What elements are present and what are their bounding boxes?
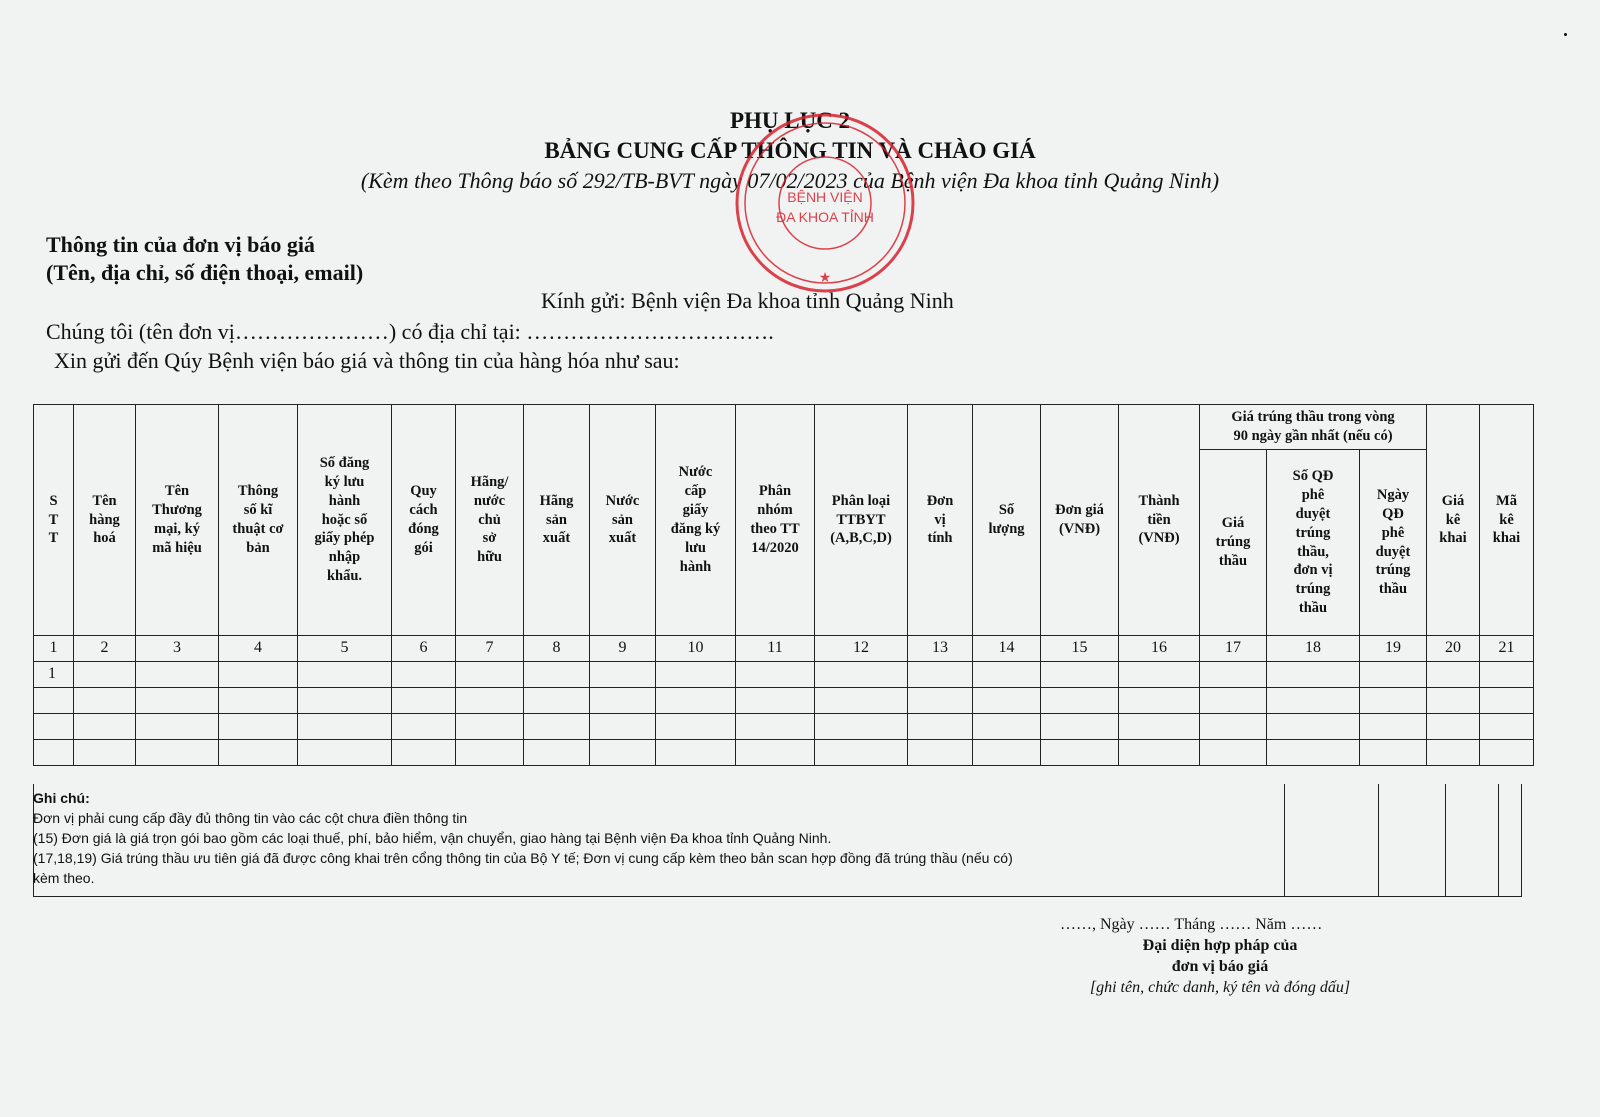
column-header: Giá trúng thầu [1200, 450, 1267, 636]
group-header-recent-winning-price: Giá trúng thầu trong vòng 90 ngày gần nhất (nếu có) [1200, 405, 1427, 450]
table-cell[interactable] [973, 662, 1041, 688]
table-cell[interactable] [136, 740, 219, 766]
table-cell[interactable] [219, 662, 298, 688]
table-cell[interactable] [590, 688, 656, 714]
signature-instruction: [ghi tên, chức danh, ký tên và đóng dấu] [1089, 979, 1351, 996]
table-row [34, 714, 1534, 740]
table-cell[interactable] [1200, 740, 1267, 766]
table-cell[interactable] [908, 688, 973, 714]
table-cell[interactable] [1041, 662, 1119, 688]
notes-divider [1445, 784, 1446, 897]
notes-section [33, 788, 1283, 888]
table-row [34, 662, 1534, 688]
column-number: 4 [219, 636, 298, 662]
table-cell[interactable] [136, 662, 219, 688]
table-cell[interactable] [656, 740, 736, 766]
column-number-row [34, 636, 1534, 662]
table-cell[interactable] [1267, 688, 1360, 714]
notes-divider [1284, 784, 1285, 897]
table-cell[interactable] [74, 714, 136, 740]
note-line: (15) Đơn giá là giá trọn gói bao gồm các loại thuế, phí, bảo hiểm, vận chuyển, giao hàng tại Bệnh viện Đa khoa tỉnh Quảng Ninh. [33, 830, 832, 846]
intro-line-request: Xin gửi đến Qúy Bệnh viện báo giá và thông tin của hàng hóa như sau: [54, 348, 680, 373]
salutation: Kính gửi: Bệnh viện Đa khoa tỉnh Quảng Ninh [541, 288, 954, 313]
column-number: 5 [298, 636, 392, 662]
column-header: Tên Thương mại, ký mã hiệu [136, 405, 219, 636]
column-header: Số đăng ký lưu hành hoặc số giấy phép nhập khẩu. [298, 405, 392, 636]
table-cell[interactable] [1480, 740, 1534, 766]
column-number: 21 [1480, 636, 1534, 662]
document-title: BẢNG CUNG CẤP THÔNG TIN VÀ CHÀO GIÁ [544, 138, 1036, 163]
table-cell[interactable] [815, 662, 908, 688]
column-header: Nước cấp giấy đăng ký lưu hành [656, 405, 736, 636]
column-header: S T T [34, 405, 74, 636]
table-cell[interactable] [456, 714, 524, 740]
column-header: Phân loại TTBYT (A,B,C,D) [815, 405, 908, 636]
column-header: Đơn vị tính [908, 405, 973, 636]
table-cell[interactable] [1427, 714, 1480, 740]
table-cell[interactable] [973, 714, 1041, 740]
table-cell[interactable] [456, 688, 524, 714]
table-cell[interactable] [74, 662, 136, 688]
column-number: 13 [908, 636, 973, 662]
column-number: 18 [1267, 636, 1360, 662]
table-cell[interactable] [736, 662, 815, 688]
column-number: 20 [1427, 636, 1480, 662]
table-cell[interactable] [590, 662, 656, 688]
table-cell[interactable] [1427, 662, 1480, 688]
column-number: 19 [1360, 636, 1427, 662]
row-stt-cell[interactable] [34, 714, 74, 740]
table-cell[interactable] [590, 714, 656, 740]
notes-divider [1498, 784, 1499, 897]
table-cell[interactable] [1360, 714, 1427, 740]
row-stt-cell[interactable] [34, 688, 74, 714]
column-number: 1 [34, 636, 74, 662]
table-cell[interactable] [456, 662, 524, 688]
column-number: 15 [1041, 636, 1119, 662]
stamp-line2: ĐA KHOA TỈNH [776, 209, 874, 225]
table-cell[interactable] [736, 714, 815, 740]
table-cell[interactable] [815, 688, 908, 714]
table-cell[interactable] [973, 740, 1041, 766]
table-cell[interactable] [392, 662, 456, 688]
column-header: Thông số kĩ thuật cơ bản [219, 405, 298, 636]
stamp-star-icon: ★ [818, 271, 832, 286]
table-cell[interactable] [392, 714, 456, 740]
column-number: 7 [456, 636, 524, 662]
appendix-title: PHỤ LỤC 2 [729, 108, 851, 133]
column-header: Quy cách đóng gói [392, 405, 456, 636]
table-cell[interactable] [1480, 662, 1534, 688]
signature-representative: Đại diện hợp pháp của [1142, 937, 1298, 954]
table-cell[interactable] [815, 714, 908, 740]
table-cell[interactable] [74, 688, 136, 714]
notes-divider [1378, 784, 1379, 897]
table-cell[interactable] [1267, 662, 1360, 688]
table-cell[interactable] [524, 688, 590, 714]
table-cell[interactable] [1267, 714, 1360, 740]
table-cell[interactable] [1360, 740, 1427, 766]
column-header: Mã kê khai [1480, 405, 1534, 636]
table-cell[interactable] [136, 688, 219, 714]
table-cell[interactable] [1480, 714, 1534, 740]
column-number: 11 [736, 636, 815, 662]
column-header: Đơn giá (VNĐ) [1041, 405, 1119, 636]
table-cell[interactable] [298, 714, 392, 740]
table-cell[interactable] [1267, 740, 1360, 766]
row-stt-cell[interactable]: 1 [34, 662, 74, 688]
table-cell[interactable] [524, 714, 590, 740]
row-stt-cell[interactable] [34, 740, 74, 766]
table-cell[interactable] [908, 714, 973, 740]
column-number: 16 [1119, 636, 1200, 662]
table-cell[interactable] [908, 662, 973, 688]
column-header: Hãng sản xuất [524, 405, 590, 636]
stamp-line1: BỆNH VIỆN [787, 189, 863, 205]
intro-line-company: Chúng tôi (tên đơn vị…………………) có địa chỉ tại: ……………………………. [46, 319, 774, 344]
table-cell[interactable] [392, 688, 456, 714]
table-cell[interactable] [973, 688, 1041, 714]
table-cell[interactable] [1119, 740, 1200, 766]
table-cell[interactable] [1360, 688, 1427, 714]
column-number: 8 [524, 636, 590, 662]
table-cell[interactable] [1119, 688, 1200, 714]
column-number: 2 [74, 636, 136, 662]
column-number: 12 [815, 636, 908, 662]
table-cell[interactable] [298, 688, 392, 714]
table-cell[interactable] [908, 740, 973, 766]
column-number: 6 [392, 636, 456, 662]
column-number: 10 [656, 636, 736, 662]
column-header: Nước sản xuất [590, 405, 656, 636]
table-cell[interactable] [1200, 714, 1267, 740]
column-number: 17 [1200, 636, 1267, 662]
table-cell[interactable] [136, 714, 219, 740]
signature-unit: đơn vị báo giá [1171, 958, 1269, 975]
table-cell[interactable] [1119, 662, 1200, 688]
table-row [34, 688, 1534, 714]
note-line: (17,18,19) Giá trúng thầu ưu tiên giá đã được công khai trên cổng thông tin của Bộ Y tế; Đơn vị cung cấp kèm theo bản scan hợp đồng đã trúng thầu (nếu có) [33, 850, 1013, 866]
notes-title: Ghi chú: [33, 790, 90, 806]
table-cell[interactable] [1041, 688, 1119, 714]
hospital-stamp [732, 110, 918, 296]
table-cell[interactable] [1427, 740, 1480, 766]
table-cell[interactable] [524, 662, 590, 688]
table-cell[interactable] [1360, 662, 1427, 688]
table-cell[interactable] [298, 662, 392, 688]
table-cell[interactable] [1041, 714, 1119, 740]
column-header: Phân nhóm theo TT 14/2020 [736, 405, 815, 636]
table-cell[interactable] [736, 688, 815, 714]
table-cell[interactable] [1200, 662, 1267, 688]
sender-info-label: Thông tin của đơn vị báo giá [46, 232, 315, 257]
table-cell[interactable] [392, 740, 456, 766]
table-cell[interactable] [656, 688, 736, 714]
table-cell[interactable] [1041, 740, 1119, 766]
scan-speck [1564, 33, 1567, 36]
note-line: kèm theo. [33, 870, 95, 886]
signature-date-line: ……, Ngày …… Tháng …… Năm …… [1060, 916, 1323, 933]
table-cell[interactable] [219, 740, 298, 766]
table-cell[interactable] [1480, 688, 1534, 714]
table-cell[interactable] [74, 740, 136, 766]
document-subtitle: (Kèm theo Thông báo số 292/TB-BVT ngày 07/02/2023 của Bệnh viện Đa khoa tỉnh Quảng Ninh) [360, 168, 1220, 193]
column-number: 3 [136, 636, 219, 662]
column-header: Thành tiền (VNĐ) [1119, 405, 1200, 636]
table-cell[interactable] [1119, 714, 1200, 740]
column-header: Tên hàng hoá [74, 405, 136, 636]
table-cell[interactable] [1427, 688, 1480, 714]
table-cell[interactable] [298, 740, 392, 766]
table-cell[interactable] [456, 740, 524, 766]
column-number: 14 [973, 636, 1041, 662]
column-header: Số lượng [973, 405, 1041, 636]
table-cell[interactable] [590, 740, 656, 766]
column-header: Hãng/ nước chủ sở hữu [456, 405, 524, 636]
table-cell[interactable] [815, 740, 908, 766]
table-cell[interactable] [656, 714, 736, 740]
table-cell[interactable] [524, 740, 590, 766]
table-row [34, 740, 1534, 766]
column-header: Giá kê khai [1427, 405, 1480, 636]
table-cell[interactable] [736, 740, 815, 766]
table-cell[interactable] [219, 714, 298, 740]
sender-info-hint: (Tên, địa chỉ, số điện thoại, email) [46, 260, 364, 285]
table-cell[interactable] [219, 688, 298, 714]
quotation-table [33, 404, 1534, 766]
column-number: 9 [590, 636, 656, 662]
note-line: Đơn vị phải cung cấp đầy đủ thông tin vào các cột chưa điền thông tin [33, 810, 468, 826]
column-header: Ngày QĐ phê duyệt trúng thầu [1360, 450, 1427, 636]
table-cell[interactable] [656, 662, 736, 688]
column-header: Số QĐ phê duyệt trúng thầu, đơn vị trúng thầu [1267, 450, 1360, 636]
table-cell[interactable] [1200, 688, 1267, 714]
